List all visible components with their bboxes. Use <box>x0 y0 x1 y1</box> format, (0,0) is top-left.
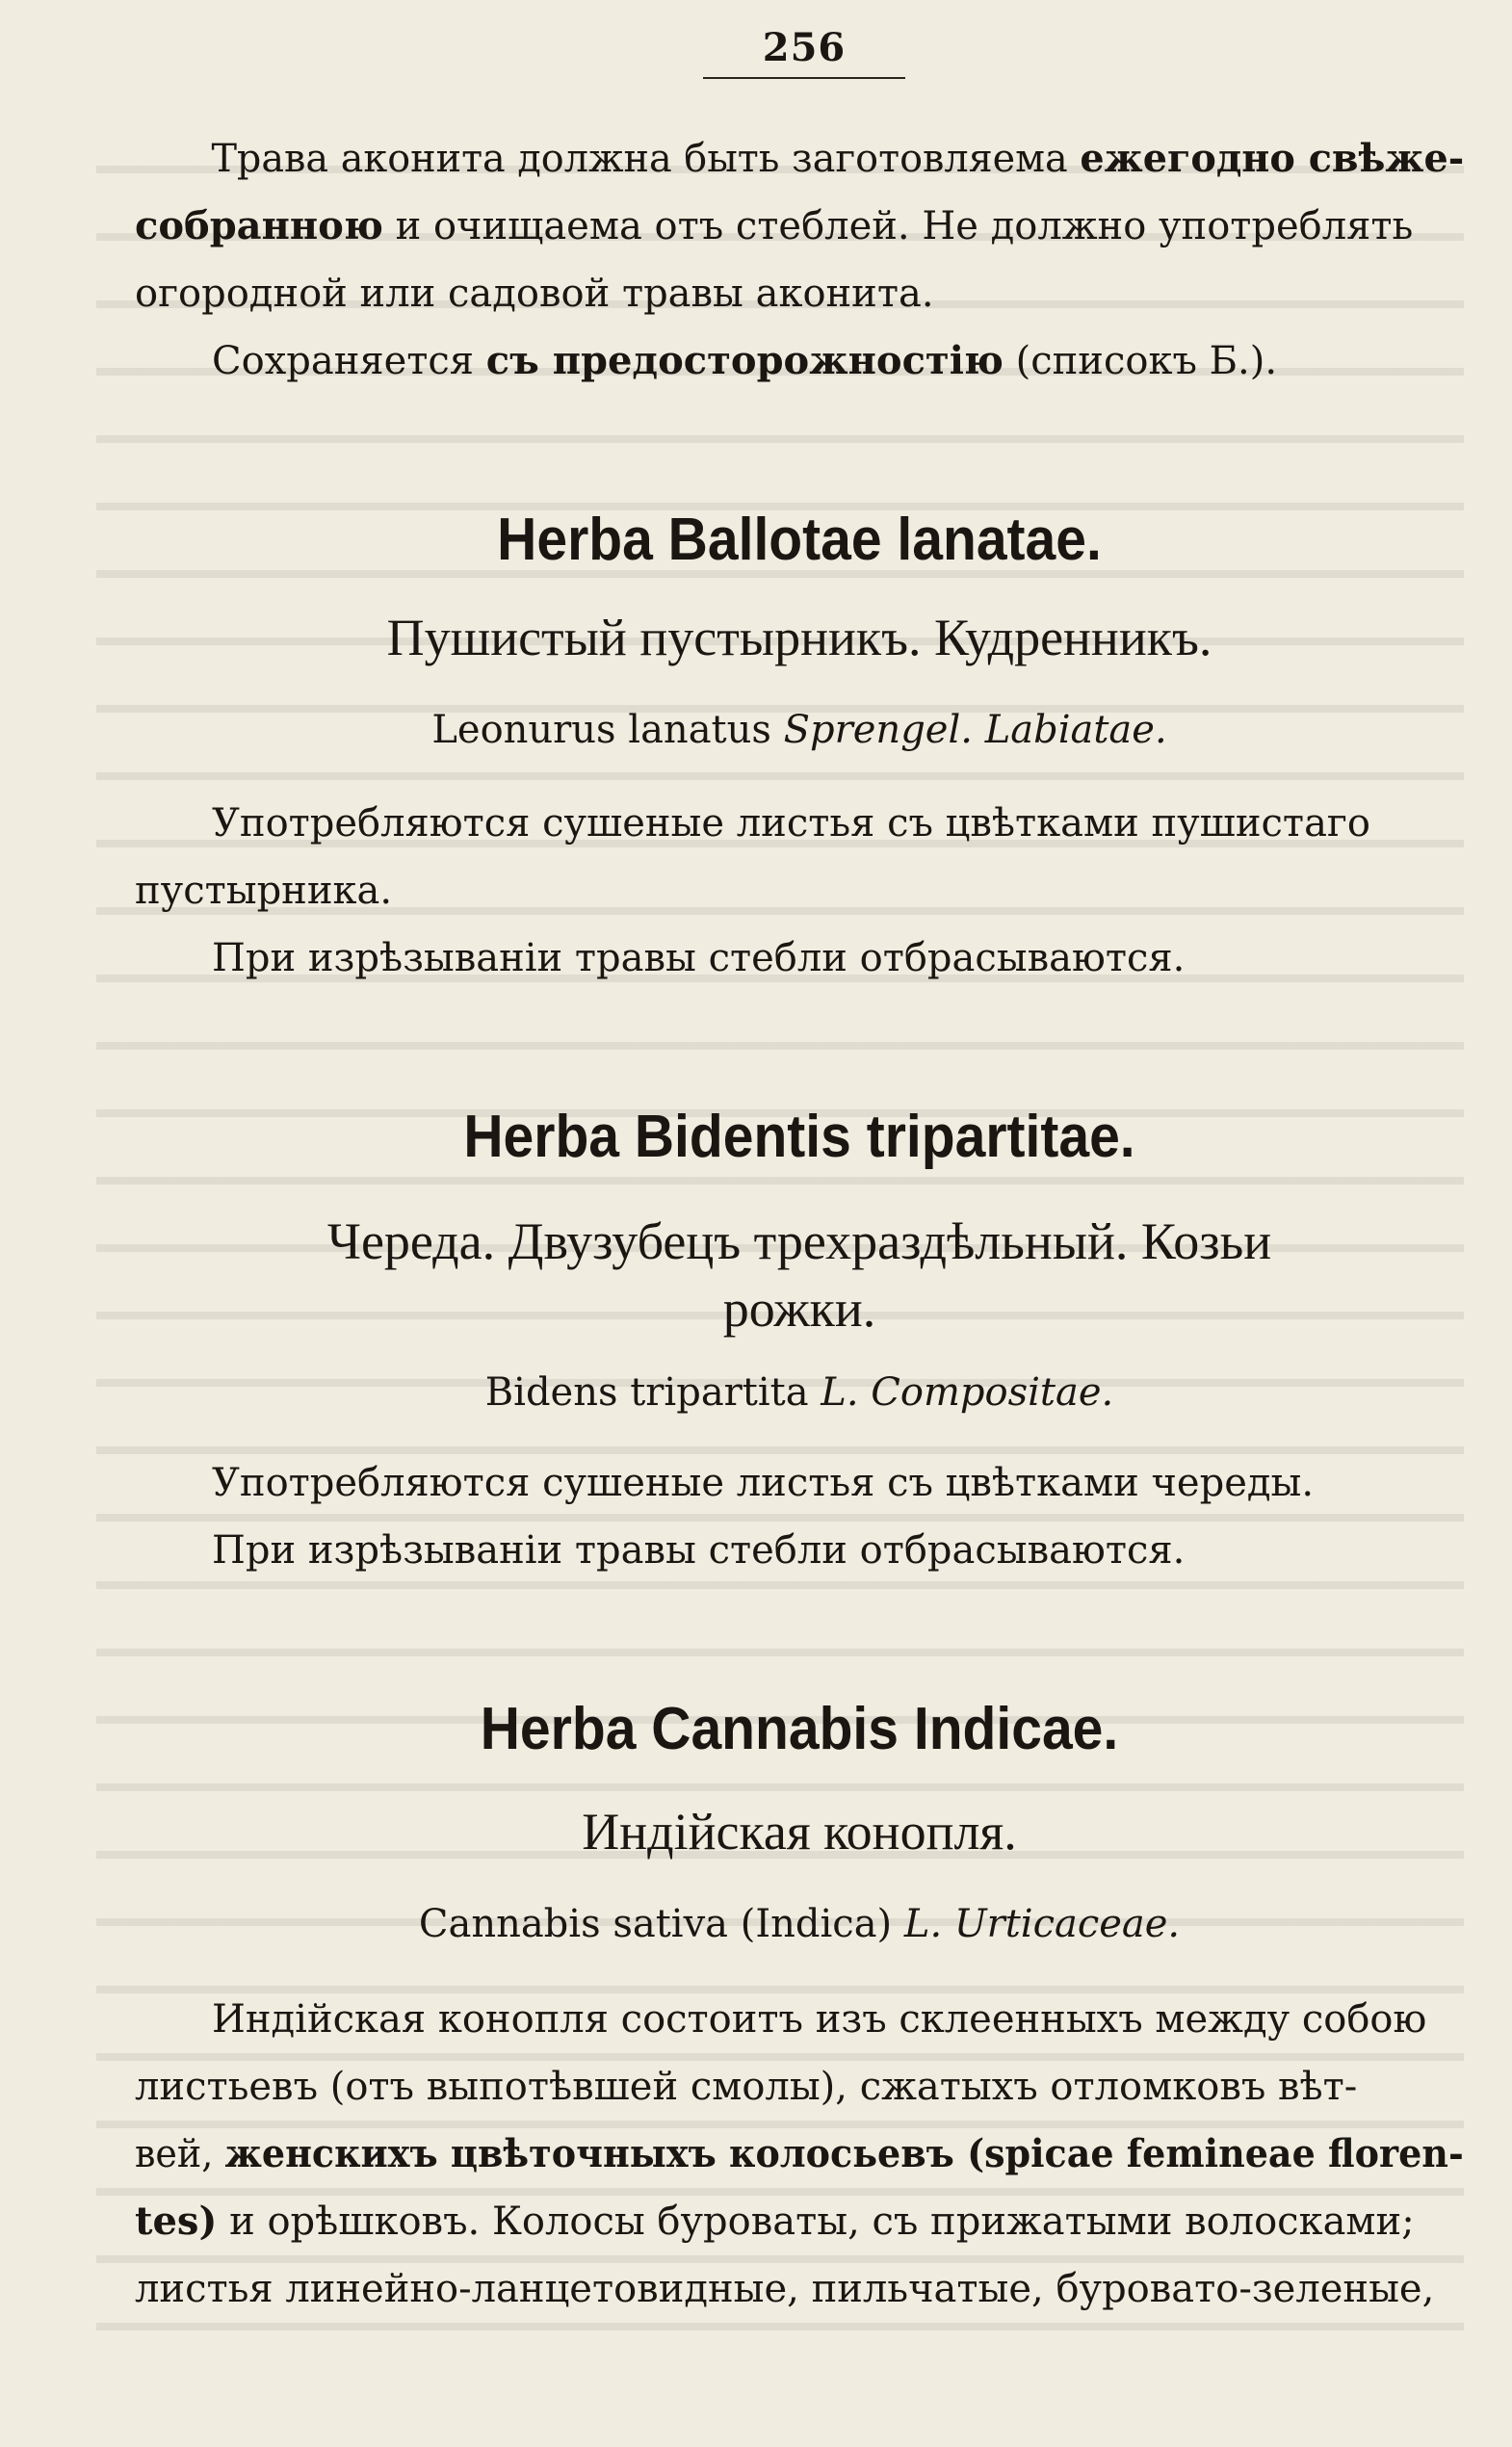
botanical-family: Urticaceae. <box>953 1902 1181 1946</box>
text-run: вей, <box>135 2132 225 2176</box>
section-subtitle-ballotae: Пушистый пустырникъ. Кудренникъ. <box>386 609 1212 666</box>
text-line: При изрѣзываніи травы стебли отбрасываются. <box>212 936 1186 980</box>
page-number-rule <box>703 77 905 79</box>
intro-emphasis: собранною <box>135 203 383 248</box>
text-emphasis: tes) <box>135 2199 218 2244</box>
botanical-author: L. <box>903 1902 943 1946</box>
intro-line-3: огородной или садовой травы аконита. <box>135 272 934 316</box>
text-line: Употребляются сушеные листья съ цвѣтками череды. <box>212 1461 1315 1505</box>
section-text-cannabis <box>135 1986 1464 2323</box>
section-title-ballotae: Herba Ballotae lanatae. <box>497 507 1102 573</box>
intro-emphasis: ежегодно свѣже- <box>1080 136 1465 181</box>
intro-line-4 <box>135 327 1464 395</box>
section-subtitle-bidentis-line-2: рожки. <box>722 1280 876 1338</box>
intro-line-1 <box>135 125 1465 193</box>
section-text-bidentis <box>135 1449 1464 1584</box>
text-line: При изрѣзываніи травы стебли отбрасываются. <box>212 1528 1186 1573</box>
section-title-cannabis: Herba Cannabis Indicae. <box>480 1696 1119 1762</box>
text-emphasis: женскихъ цвѣточныхъ колосьевъ (spicae femineae floren- <box>224 2131 1464 2176</box>
botanical-name-bidentis <box>135 1370 1464 1415</box>
intro-text: Трава аконита должна быть заготовляема <box>211 137 1081 181</box>
botanical-author: Sprengel. <box>783 708 973 752</box>
text-line: Индійская конопля состоитъ изъ склеенныхъ между собою <box>212 1997 1427 2042</box>
text-line: листьевъ (отъ выпотѣвшей смолы), сжатыхъ отломковъ вѣт- <box>135 2065 1358 2109</box>
botanical-species: Bidens tripartita <box>484 1370 809 1415</box>
botanical-species: Leonurus lanatus <box>431 708 771 752</box>
text-run: и орѣшковъ. Колосы буроваты, съ прижатыми волосками; <box>217 2200 1415 2244</box>
botanical-name-cannabis <box>135 1902 1464 1946</box>
section-subtitle-bidentis-line-1: Череда. Двузубецъ трехраздѣльный. Козьи <box>326 1212 1272 1270</box>
page-number: 256 <box>762 25 847 70</box>
botanical-author: L. <box>821 1370 859 1415</box>
botanical-species: Cannabis sativa (Indica) <box>418 1902 893 1946</box>
text-line: Употребляются сушеные листья съ цвѣтками пушистаго <box>212 801 1370 846</box>
text-line <box>135 2121 1464 2188</box>
intro-line-2 <box>135 193 1464 260</box>
section-subtitle-cannabis: Индійская конопля. <box>582 1803 1017 1861</box>
section-text-ballotae <box>135 790 1464 992</box>
intro-paragraph <box>135 125 1464 395</box>
section-title-bidentis: Herba Bidentis tripartitae. <box>463 1104 1135 1170</box>
botanical-family: Labiatae. <box>984 708 1167 752</box>
intro-emphasis: съ предосторожностію <box>485 338 1004 383</box>
text-line <box>135 2188 1464 2255</box>
intro-text: Сохраняется <box>212 339 486 383</box>
text-line: листья линейно-ланцетовидные, пильчатые, буровато-зеленые, <box>135 2267 1435 2311</box>
botanical-family: Compositae. <box>871 1370 1114 1415</box>
botanical-name-ballotae <box>135 708 1464 752</box>
intro-text: (списокъ Б.). <box>1003 339 1278 383</box>
text-line: пустырника. <box>135 869 393 913</box>
intro-text: и очищаема отъ стеблей. Не должно употреблять <box>382 204 1414 248</box>
